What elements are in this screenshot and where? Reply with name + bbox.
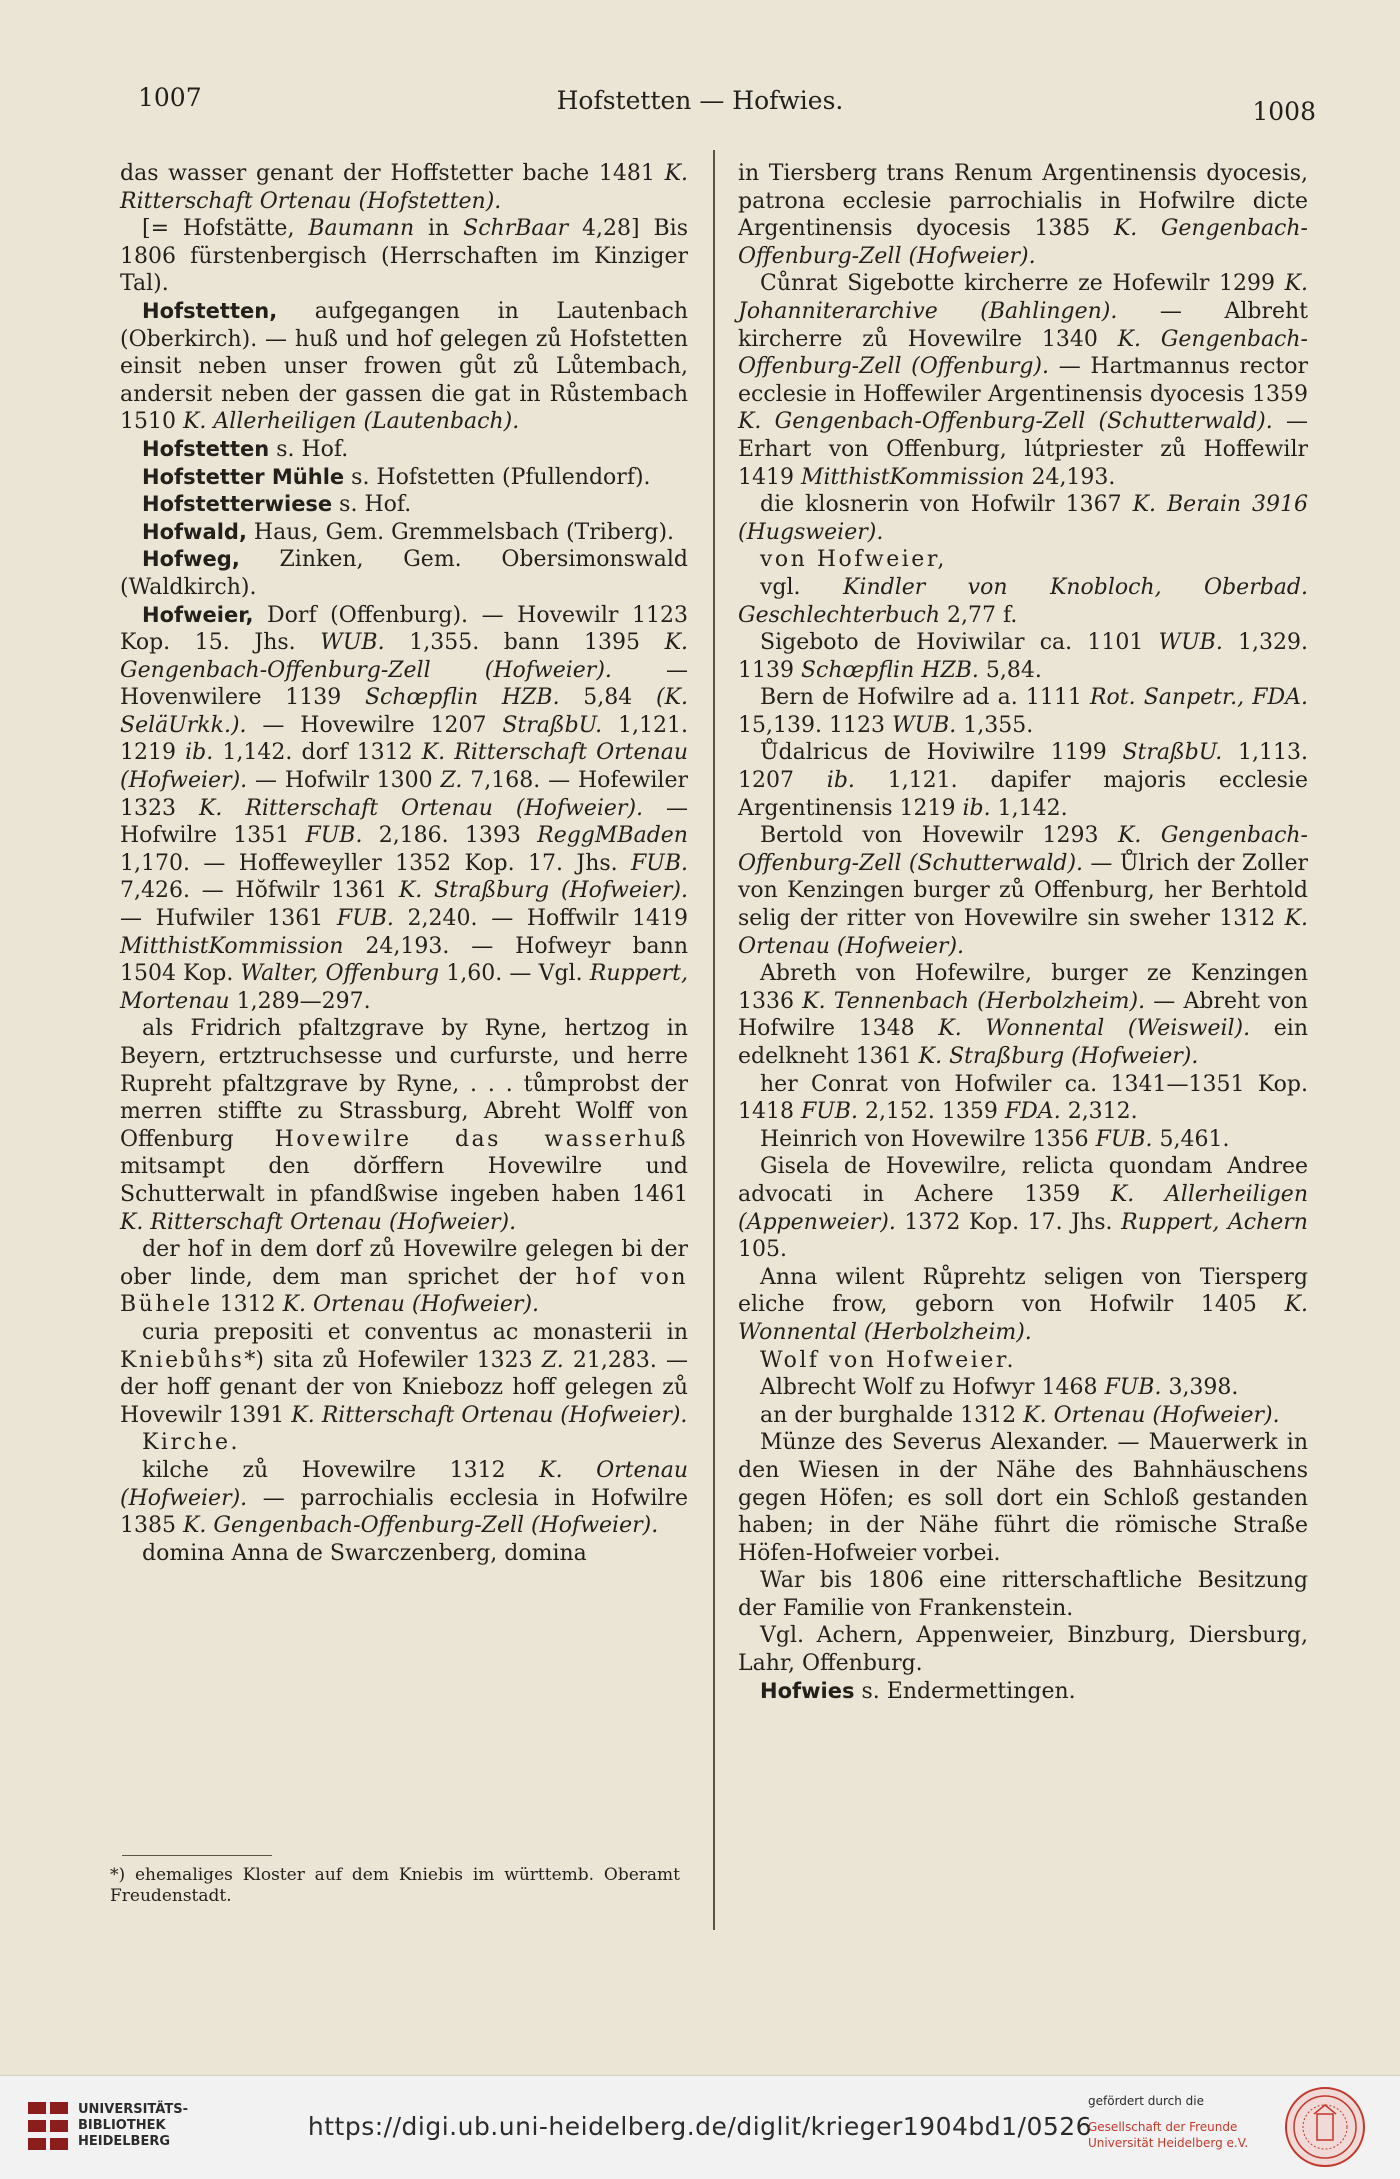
paragraph: curia prepositi et conventus ac monasterii in Kniebůhs*) sita zů Hofewiler 1323 Z. 21,283. — der hoff genant der von Kniebozz hoff gelegen zů Hovewilr 1391 K. Ritterschaft Ortenau (Hofweier). xyxy=(120,1319,688,1428)
left-page-number: 1007 xyxy=(138,83,202,112)
paragraph: Münze des Severus Alexander. — Mauerwerk in den Wiesen in der Nähe des Bahnhäuschens gegen Höfen; es soll dort ein Schloß gestanden haben; in der Nähe führt die römische Straße Höfen-Hofweier vorbei. xyxy=(738,1430,1308,1566)
entry-hofweier: Hofweier, Dorf (Offenburg). — Hovewilr 1123 Kop. 15. Jhs. WUB. 1,355. bann 1395 K. Gengenbach-Offenburg-Zell (Hofweier). — Hovenwilere 1139 Schœpflin HZB. 5,84 (K. SeläUrkk.). — Hovewilre 1207 StraßbU. 1,121. 1219 ib. 1,142. dorf 1312 K. Ritterschaft Ortenau (Hofweier). — Hofwilr 1300 Z. 7,168. — Hofewiler 1323 K. Ritterschaft Ortenau (Hofweier). — Hofwilre 1351 FUB. 2,186. 1393 ReggMBaden 1,170. — Hoffeweyller 1352 Kop. 17. Jhs. FUB. 7,426. — Hŏfwilr 1361 K. Straßburg (Hofweier). — Hufwiler 1361 FUB. 2,240. — Hoffwilr 1419 MitthistKommission 24,193. — Hofweyr bann 1504 Kop. Walter, Offenburg 1,60. — Vgl. Ruppert, Mortenau 1,289—297. xyxy=(120,602,689,1014)
paragraph: Cůnrat Sigebotte kircherre ze Hofewilr 1299 K. Johanniterarchive (Bahlingen). — Albreht kircherre zů Hovewilre 1340 K. Gengenbach-Offenburg-Zell (Offenburg). — Hartmannus rector ecclesie in Hoffewiler Argentinensis dyocesis 1359 K. Gengenbach-Offenburg-Zell (Schutterwald). — Erhart von Offenburg, lútpriester zů Hoffewilr 1419 MitthistKommission 24,193. xyxy=(738,271,1308,490)
paragraph: Anna wilent Růprehtz seligen von Tiersperg eliche frow, geborn von Hofwilr 1405 K. Wonnental (Herbolzheim). xyxy=(738,1264,1308,1345)
paragraph: vgl. Kindler von Knobloch, Oberbad. Geschlechterbuch 2,77 f. xyxy=(738,574,1308,628)
running-title: Hofstetten — Hofwies. xyxy=(556,86,844,115)
paragraph: War bis 1806 eine ritterschaftliche Besitzung der Familie von Frankenstein. xyxy=(738,1568,1308,1621)
paragraph: kilche zů Hovewilre 1312 K. Ortenau (Hofweier). — parrochialis ecclesia in Hofwilre 1385 K. Gengenbach-Offenburg-Zell (Hofweier). xyxy=(120,1457,688,1539)
paragraph: Sigeboto de Hoviwilar ca. 1101 WUB. 1,329. 1139 Schœpflin HZB. 5,84. xyxy=(738,630,1309,683)
sponsor-name-line: Gesellschaft der Freunde xyxy=(1088,2120,1238,2134)
footnote: *) ehemaliges Kloster auf dem Kniebis im württemb. Oberamt Freudenstadt. xyxy=(110,1865,680,1906)
sponsor-label: gefördert durch die xyxy=(1088,2094,1204,2108)
library-name-line: BIBLIOTHEK xyxy=(78,2118,166,2133)
viewer-footer xyxy=(0,2075,1400,2179)
permalink-url[interactable]: https://digi.ub.uni-heidelberg.de/diglit/krieger1904bd1/0526 xyxy=(307,2112,1093,2141)
paragraph: Heinrich von Hovewilre 1356 FUB. 5,461. xyxy=(760,1126,1230,1152)
library-name-line: UNIVERSITÄTS- xyxy=(78,2102,188,2117)
entry-hofweg: Hofweg, Zinken, Gem. Obersimonswald (Waldkirch). xyxy=(120,547,688,600)
paragraph: als Fridrich pfaltzgrave by Ryne, hertzog in Beyern, ertztruchsesse und curfurste, und herre Rupreht pfaltzgrave by Ryne, . . . tůmprobst der merren stiffte zu Strassburg, Abreht Wolff von Offenburg Hovewilre das wasserhuß mitsampt den dŏrffern Hovewilre und Schutterwalt in pfandßwise ingeben haben 1461 K. Ritterschaft Ortenau (Hofweier). xyxy=(120,1016,688,1235)
paragraph: in Tiersberg trans Renum Argentinensis dyocesis, patrona ecclesie parrochialis in Hofwilre dicte Argentinensis dyocesis 1385 K. Gengenbach-Offenburg-Zell (Hofweier). xyxy=(738,161,1308,269)
sponsor-block[interactable] xyxy=(1088,2094,1268,2151)
sponsor-name-line: Universität Heidelberg e.V. xyxy=(1088,2136,1249,2150)
paragraph: Vgl. Achern, Appenweier, Binzburg, Diersburg, Lahr, Offenburg. xyxy=(738,1623,1308,1677)
entry-hofstetter-muehle: Hofstetter Mühle s. Hofstetten (Pfullendorf). xyxy=(142,464,651,490)
paragraph: Gisela de Hovewilre, relicta quondam Andree advocati in Achere 1359 K. Allerheiligen (Appenweier). 1372 Kop. 17. Jhs. Ruppert, Achern 105. xyxy=(738,1154,1308,1263)
column-divider xyxy=(713,150,715,1930)
subheading-kirche: Kirche. xyxy=(142,1430,240,1456)
paragraph: Ůdalricus de Hoviwilre 1199 StraßbU. 1,113. 1207 ib. 1,121. dapifer majoris ecclesie Argentinensis 1219 ib. 1,142. xyxy=(738,740,1308,821)
paragraph: Albrecht Wolf zu Hofwyr 1468 FUB. 3,398. xyxy=(760,1375,1239,1401)
paragraph: die klosnerin von Hofwilr 1367 K. Berain 3916 (Hugsweier). xyxy=(738,492,1308,545)
library-name-line: HEIDELBERG xyxy=(78,2134,171,2149)
paragraph: domina Anna de Swarczenberg, domina xyxy=(142,1540,587,1566)
paragraph: Bern de Hofwilre ad a. 1111 Rot. Sanpetr., FDA. 15,139. 1123 WUB. 1,355. xyxy=(738,685,1308,738)
entry-hofwies: Hofwies s. Endermettingen. xyxy=(760,1678,1076,1704)
university-seal-icon xyxy=(1284,2086,1366,2168)
left-column xyxy=(120,160,688,1567)
paragraph: an der burghalde 1312 K. Ortenau (Hofweier). xyxy=(760,1402,1280,1428)
entry-hofstetten-ref: Hofstetten s. Hof. xyxy=(142,436,349,462)
paragraph: das wasser genant der Hoffstetter bache 1481 K. Ritterschaft Ortenau (Hofstetten). xyxy=(120,161,688,214)
entry-hofwald: Hofwald, Haus, Gem. Gremmelsbach (Triberg). xyxy=(142,519,675,545)
right-page-number: 1008 xyxy=(1252,97,1316,126)
subheading-von-hofweier: von Hofweier, xyxy=(760,547,947,573)
paragraph: [= Hofstätte, Baumann in SchrBaar 4,28] Bis 1806 fürstenbergisch (Herrschaften im Kinziger Tal). xyxy=(120,216,688,297)
paragraph: Bertold von Hovewilr 1293 K. Gengenbach-Offenburg-Zell (Schutterwald). — Ůlrich der Zoller von Kenzingen burger zů Offenburg, her Berhtold selig der ritter von Hovewilre sin sweher 1312 K. Ortenau (Hofweier). xyxy=(738,823,1308,959)
paragraph: her Conrat von Hofwiler ca. 1341—1351 Kop. 1418 FUB. 2,152. 1359 FDA. 2,312. xyxy=(738,1071,1308,1125)
subheading-wolf-von-hofweier: Wolf von Hofweier. xyxy=(760,1347,1016,1373)
footnote-rule xyxy=(122,1855,272,1856)
right-column xyxy=(738,160,1308,1705)
paragraph: der hof in dem dorf zů Hovewilre gelegen bi der ober linde, dem man sprichet der hof von Bühele 1312 K. Ortenau (Hofweier). xyxy=(120,1237,688,1318)
paragraph: Abreth von Hofewilre, burger ze Kenzingen 1336 K. Tennenbach (Herbolzheim). — Abreht von Hofwilre 1348 K. Wonnental (Weisweil). ein edelkneht 1361 K. Straßburg (Hofweier). xyxy=(738,961,1308,1069)
entry-hofstetterwiese: Hofstetterwiese s. Hof. xyxy=(142,492,412,518)
entry-hofstetten: Hofstetten, aufgegangen in Lautenbach (Oberkirch). — huß und hof gelegen zů Hofstetten einsit neben unser frowen gůt zů Lůtembach, andersit neben der gassen die gat in Růstembach 1510 K. Allerheiligen (Lautenbach). xyxy=(120,298,688,435)
